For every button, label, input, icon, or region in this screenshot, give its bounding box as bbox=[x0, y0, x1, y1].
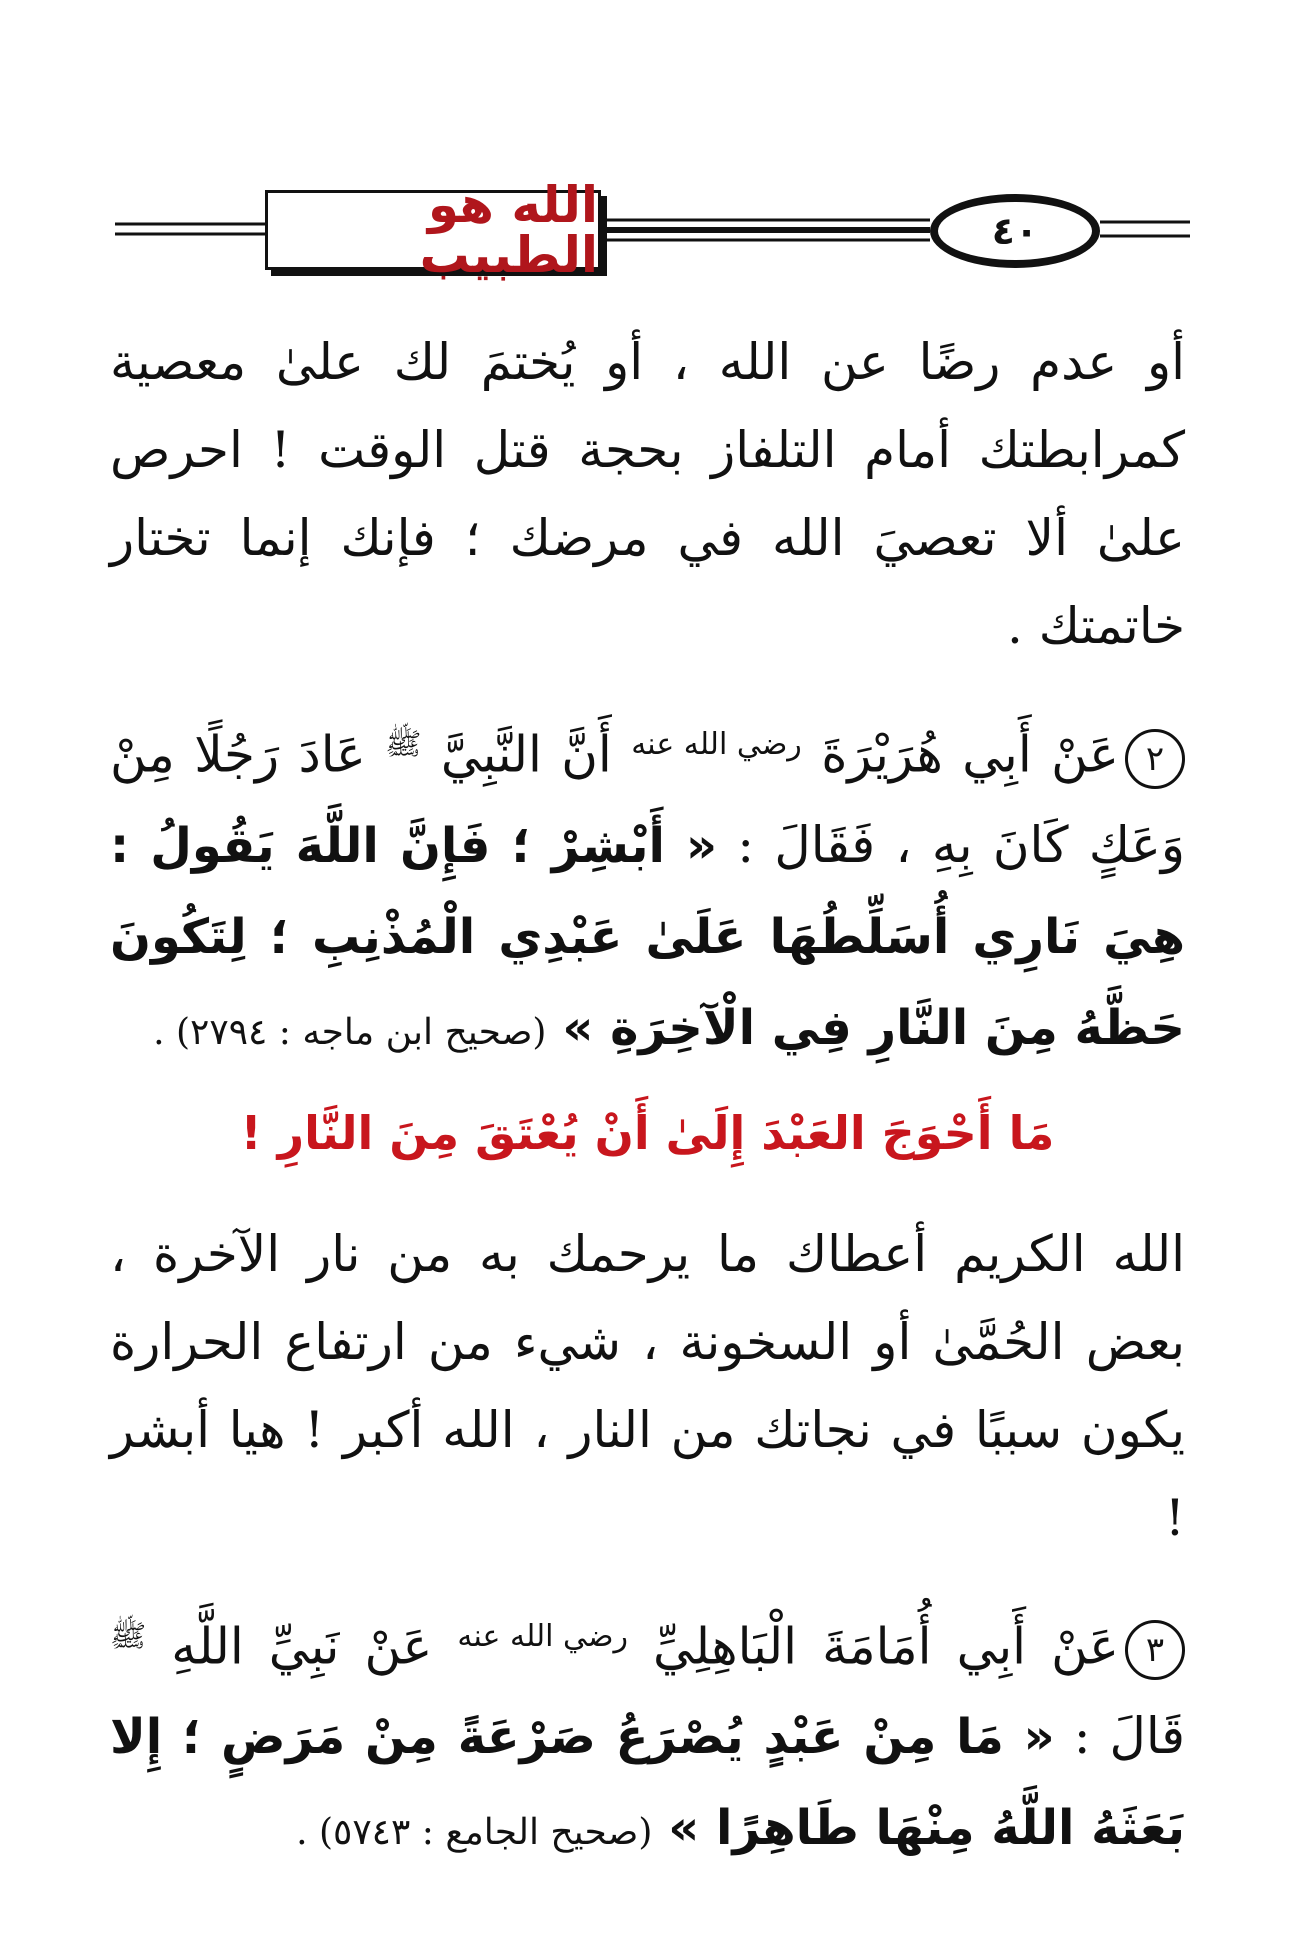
page-number-oval bbox=[930, 194, 1100, 268]
hadith-2-narration-a: عَنْ أَبِي هُرَيْرَةَ bbox=[821, 725, 1119, 784]
book-title: الله هو الطبيب bbox=[419, 176, 598, 284]
page-body bbox=[110, 318, 1185, 1878]
hadith-2-source: (صحيح ابن ماجه : ٢٧٩٤) . bbox=[153, 1011, 547, 1053]
book-title-box bbox=[265, 176, 601, 284]
page-number: ٤٠ bbox=[991, 209, 1039, 253]
running-header bbox=[115, 176, 1190, 290]
honorific-radiallahu-icon: رضي الله عنه bbox=[457, 1618, 628, 1654]
hadith-2-narration-c: عَادَ رَجُلًا مِنْ وَعَكٍ كَانَ بِهِ ، فَقَالَ : bbox=[110, 725, 1185, 874]
honorific-radiallahu-icon: رضي الله عنه bbox=[631, 727, 802, 762]
hadith-3-quote: « مَا مِنْ عَبْدٍ يُصْرَعُ صَرْعَةً مِنْ مَرَضٍ ؛ إِلا بَعَثَهُ اللَّهُ مِنْهَا طَاهِرًا » bbox=[110, 1709, 1185, 1857]
paragraph-2: الله الكريم أعطاك ما يرحمك به من نار الآخرة ، بعض الحُمَّىٰ أو السخونة ، شيء من ارتفاع الحرارة يكون سببًا في نجاتك من النار ، الله أكبر ! هيا أبشر ! bbox=[110, 1224, 1185, 1547]
paragraph-1: أو عدم رضًا عن الله ، أو يُختمَ لك علىٰ معصية كمرابطتك أمام التلفاز بحجة قتل الوقت ! احرص علىٰ ألا تعصيَ الله في مرضك ؛ فإنك إنما تختار خاتمتك . bbox=[110, 333, 1185, 655]
salawat-icon: ﷺ bbox=[385, 727, 422, 762]
salawat-icon: ﷺ bbox=[110, 1618, 147, 1654]
hadith-number-2: ٢ bbox=[1125, 729, 1185, 789]
hadith-2 bbox=[110, 700, 1185, 1078]
section-heading: مَا أَحْوَجَ العَبْدَ إِلَىٰ أَنْ يُعْتَقَ مِنَ النَّارِ ! bbox=[240, 1105, 1055, 1160]
hadith-3-source: (صحيح الجامع : ٥٧٤٣) . bbox=[296, 1812, 653, 1854]
hadith-3 bbox=[110, 1592, 1185, 1879]
hadith-number-3: ٣ bbox=[1125, 1620, 1185, 1680]
hadith-3-narration-b: عَنْ نَبِيِّ اللَّهِ bbox=[171, 1617, 433, 1676]
hadith-2-quote: « أَبْشِرْ ؛ فَإِنَّ اللَّهَ يَقُولُ : هِيَ نَارِي أُسَلِّطُهَا عَلَىٰ عَبْدِي الْمُذْنِبِ ؛ لِتَكُونَ حَظَّهُ مِنَ النَّارِ فِي الْآخِرَةِ » bbox=[110, 817, 1185, 1056]
hadith-2-narration-b: أَنَّ النَّبِيَّ bbox=[440, 725, 612, 784]
hadith-3-narration-a: عَنْ أَبِي أُمَامَةَ الْبَاهِلِيِّ bbox=[653, 1617, 1119, 1676]
hadith-3-narration-c: قَالَ : bbox=[1073, 1707, 1185, 1766]
